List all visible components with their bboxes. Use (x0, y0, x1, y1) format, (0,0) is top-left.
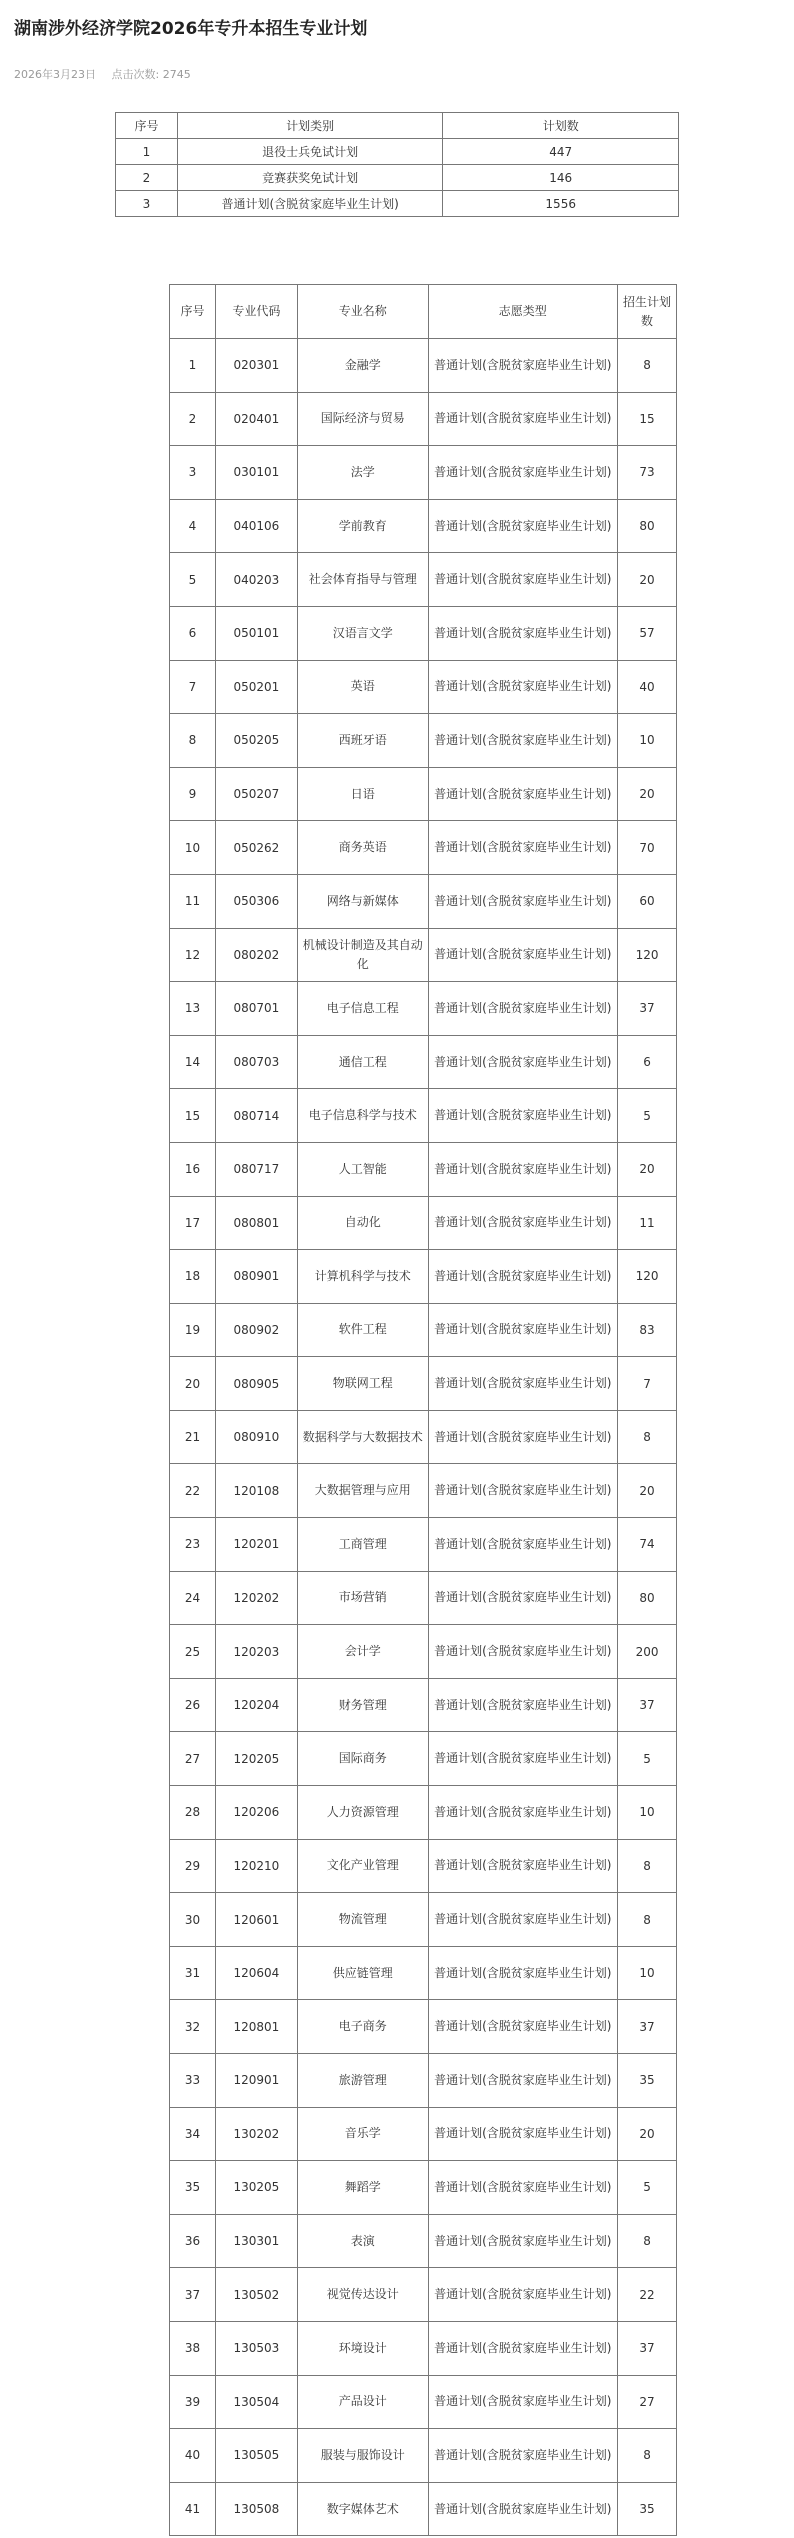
plan-type: 普通计划(含脱贫家庭毕业生计划) (428, 1946, 618, 2000)
row-number: 25 (170, 1625, 216, 1679)
table-row (170, 767, 677, 821)
major-name: 汉语言文学 (297, 606, 428, 660)
column-header: 志愿类型 (428, 285, 618, 339)
table-row (116, 191, 679, 217)
plan-type: 普通计划(含脱贫家庭毕业生计划) (428, 1142, 618, 1196)
major-code: 120108 (215, 1464, 297, 1518)
column-header: 专业代码 (215, 285, 297, 339)
view-count: 点击次数: 2745 (111, 68, 191, 81)
major-name: 日语 (297, 767, 428, 821)
major-name: 法学 (297, 446, 428, 500)
plan-type: 普通计划(含脱贫家庭毕业生计划) (428, 499, 618, 553)
major-name: 网络与新媒体 (297, 874, 428, 928)
enrollment-count: 20 (618, 767, 677, 821)
major-code: 120205 (215, 1732, 297, 1786)
row-number: 3 (170, 446, 216, 500)
plan-category: 退役士兵免试计划 (177, 139, 442, 165)
major-code: 120202 (215, 1571, 297, 1625)
row-number: 10 (170, 821, 216, 875)
major-name: 商务英语 (297, 821, 428, 875)
major-name: 电子信息工程 (297, 982, 428, 1036)
table-row (170, 1250, 677, 1304)
enrollment-count: 8 (618, 1893, 677, 1947)
enrollment-count: 70 (618, 821, 677, 875)
plan-type: 普通计划(含脱贫家庭毕业生计划) (428, 2107, 618, 2161)
major-name: 英语 (297, 660, 428, 714)
row-number: 8 (170, 714, 216, 768)
row-number: 24 (170, 1571, 216, 1625)
row-number: 13 (170, 982, 216, 1036)
enrollment-count: 20 (618, 2107, 677, 2161)
major-name: 旅游管理 (297, 2054, 428, 2108)
table-row (170, 1571, 677, 1625)
major-code: 120801 (215, 2000, 297, 2054)
plan-type: 普通计划(含脱贫家庭毕业生计划) (428, 2214, 618, 2268)
enrollment-count: 22 (618, 2268, 677, 2322)
major-code: 080905 (215, 1357, 297, 1411)
row-number: 22 (170, 1464, 216, 1518)
row-number: 19 (170, 1303, 216, 1357)
major-code: 080910 (215, 1410, 297, 1464)
plan-type: 普通计划(含脱贫家庭毕业生计划) (428, 1786, 618, 1840)
major-code: 030101 (215, 446, 297, 500)
plan-type: 普通计划(含脱贫家庭毕业生计划) (428, 2268, 618, 2322)
major-code: 050207 (215, 767, 297, 821)
table-row (116, 139, 679, 165)
row-number: 29 (170, 1839, 216, 1893)
row-number: 11 (170, 874, 216, 928)
summary-header-row (116, 113, 679, 139)
enrollment-count: 8 (618, 2214, 677, 2268)
table-row (170, 1786, 677, 1840)
enrollment-count: 73 (618, 446, 677, 500)
row-number: 34 (170, 2107, 216, 2161)
table-row (170, 2054, 677, 2108)
row-number: 23 (170, 1518, 216, 1572)
row-number: 26 (170, 1678, 216, 1732)
table-row (170, 2268, 677, 2322)
enrollment-count: 57 (618, 606, 677, 660)
majors-header-row (170, 285, 677, 339)
major-code: 130508 (215, 2482, 297, 2536)
major-name: 物流管理 (297, 1893, 428, 1947)
enrollment-count: 20 (618, 1464, 677, 1518)
enrollment-count: 20 (618, 1142, 677, 1196)
plan-type: 普通计划(含脱贫家庭毕业生计划) (428, 660, 618, 714)
table-row (170, 1142, 677, 1196)
row-number: 21 (170, 1410, 216, 1464)
table-row (170, 874, 677, 928)
plan-type: 普通计划(含脱贫家庭毕业生计划) (428, 1518, 618, 1572)
major-code: 120601 (215, 1893, 297, 1947)
major-name: 软件工程 (297, 1303, 428, 1357)
major-code: 130301 (215, 2214, 297, 2268)
enrollment-count: 37 (618, 982, 677, 1036)
row-number: 39 (170, 2375, 216, 2429)
enrollment-count: 80 (618, 1571, 677, 1625)
table-row (170, 1089, 677, 1143)
plan-type: 普通计划(含脱贫家庭毕业生计划) (428, 392, 618, 446)
major-code: 080701 (215, 982, 297, 1036)
major-code: 120206 (215, 1786, 297, 1840)
table-row (170, 606, 677, 660)
enrollment-count: 8 (618, 2429, 677, 2483)
column-header: 计划类别 (177, 113, 442, 139)
plan-type: 普通计划(含脱贫家庭毕业生计划) (428, 2482, 618, 2536)
row-number: 18 (170, 1250, 216, 1304)
table-row (170, 2429, 677, 2483)
major-name: 数据科学与大数据技术 (297, 1410, 428, 1464)
row-number: 7 (170, 660, 216, 714)
enrollment-count: 80 (618, 499, 677, 553)
enrollment-count: 37 (618, 2321, 677, 2375)
enrollment-count: 37 (618, 2000, 677, 2054)
table-row (170, 660, 677, 714)
major-code: 040203 (215, 553, 297, 607)
table-row (170, 1893, 677, 1947)
publish-date: 2026年3月23日 (14, 68, 96, 81)
plan-type: 普通计划(含脱贫家庭毕业生计划) (428, 606, 618, 660)
plan-type: 普通计划(含脱贫家庭毕业生计划) (428, 2054, 618, 2108)
major-code: 080717 (215, 1142, 297, 1196)
plan-type: 普通计划(含脱贫家庭毕业生计划) (428, 714, 618, 768)
major-code: 130505 (215, 2429, 297, 2483)
row-number: 32 (170, 2000, 216, 2054)
majors-table (169, 284, 677, 2536)
plan-type: 普通计划(含脱贫家庭毕业生计划) (428, 1250, 618, 1304)
row-number: 36 (170, 2214, 216, 2268)
major-name: 社会体育指导与管理 (297, 553, 428, 607)
plan-type: 普通计划(含脱贫家庭毕业生计划) (428, 2321, 618, 2375)
major-code: 080801 (215, 1196, 297, 1250)
major-name: 电子信息科学与技术 (297, 1089, 428, 1143)
enrollment-count: 20 (618, 553, 677, 607)
plan-type: 普通计划(含脱贫家庭毕业生计划) (428, 1303, 618, 1357)
major-code: 130205 (215, 2161, 297, 2215)
row-number: 40 (170, 2429, 216, 2483)
major-code: 120901 (215, 2054, 297, 2108)
plan-type: 普通计划(含脱贫家庭毕业生计划) (428, 767, 618, 821)
row-number: 20 (170, 1357, 216, 1411)
major-code: 050306 (215, 874, 297, 928)
major-code: 080714 (215, 1089, 297, 1143)
major-code: 050101 (215, 606, 297, 660)
row-number: 14 (170, 1035, 216, 1089)
major-name: 供应链管理 (297, 1946, 428, 2000)
plan-type: 普通计划(含脱贫家庭毕业生计划) (428, 2375, 618, 2429)
enrollment-count: 120 (618, 1250, 677, 1304)
row-number: 35 (170, 2161, 216, 2215)
plan-type: 普通计划(含脱贫家庭毕业生计划) (428, 2429, 618, 2483)
enrollment-count: 11 (618, 1196, 677, 1250)
row-number: 1 (170, 339, 216, 393)
plan-type: 普通计划(含脱贫家庭毕业生计划) (428, 1625, 618, 1679)
table-row (170, 2375, 677, 2429)
major-code: 120203 (215, 1625, 297, 1679)
major-code: 020301 (215, 339, 297, 393)
row-number: 31 (170, 1946, 216, 2000)
plan-category: 普通计划(含脱贫家庭毕业生计划) (177, 191, 442, 217)
enrollment-count: 10 (618, 714, 677, 768)
table-row (170, 2000, 677, 2054)
enrollment-count: 35 (618, 2482, 677, 2536)
table-row (170, 714, 677, 768)
column-header: 序号 (170, 285, 216, 339)
major-code: 050205 (215, 714, 297, 768)
major-name: 国际经济与贸易 (297, 392, 428, 446)
enrollment-count: 60 (618, 874, 677, 928)
enrollment-count: 74 (618, 1518, 677, 1572)
enrollment-count: 37 (618, 1678, 677, 1732)
table-row (170, 982, 677, 1036)
row-number: 5 (170, 553, 216, 607)
table-row (170, 1518, 677, 1572)
table-row (170, 1464, 677, 1518)
major-name: 数字媒体艺术 (297, 2482, 428, 2536)
plan-count: 1556 (443, 191, 679, 217)
major-code: 050262 (215, 821, 297, 875)
row-number: 27 (170, 1732, 216, 1786)
major-name: 工商管理 (297, 1518, 428, 1572)
major-name: 物联网工程 (297, 1357, 428, 1411)
plan-category: 竞赛获奖免试计划 (177, 165, 442, 191)
major-name: 金融学 (297, 339, 428, 393)
table-row (170, 821, 677, 875)
summary-table (115, 112, 679, 217)
enrollment-count: 40 (618, 660, 677, 714)
plan-count: 447 (443, 139, 679, 165)
row-number: 28 (170, 1786, 216, 1840)
major-name: 会计学 (297, 1625, 428, 1679)
major-name: 产品设计 (297, 2375, 428, 2429)
enrollment-count: 8 (618, 1839, 677, 1893)
major-code: 050201 (215, 660, 297, 714)
row-number: 9 (170, 767, 216, 821)
major-name: 学前教育 (297, 499, 428, 553)
table-row (170, 1839, 677, 1893)
table-row (170, 1946, 677, 2000)
major-code: 130502 (215, 2268, 297, 2322)
major-code: 080901 (215, 1250, 297, 1304)
plan-type: 普通计划(含脱贫家庭毕业生计划) (428, 446, 618, 500)
major-code: 120604 (215, 1946, 297, 2000)
major-code: 130504 (215, 2375, 297, 2429)
table-row (170, 1035, 677, 1089)
major-name: 人工智能 (297, 1142, 428, 1196)
table-row (170, 1196, 677, 1250)
plan-type: 普通计划(含脱贫家庭毕业生计划) (428, 1035, 618, 1089)
table-row (116, 165, 679, 191)
plan-type: 普通计划(含脱贫家庭毕业生计划) (428, 2000, 618, 2054)
major-name: 舞蹈学 (297, 2161, 428, 2215)
table-row (170, 2107, 677, 2161)
table-row (170, 499, 677, 553)
table-row (170, 1625, 677, 1679)
plan-type: 普通计划(含脱贫家庭毕业生计划) (428, 821, 618, 875)
row-number: 17 (170, 1196, 216, 1250)
article-meta (14, 66, 203, 82)
major-code: 080902 (215, 1303, 297, 1357)
column-header: 计划数 (443, 113, 679, 139)
major-code: 120201 (215, 1518, 297, 1572)
enrollment-count: 27 (618, 2375, 677, 2429)
row-number: 33 (170, 2054, 216, 2108)
major-name: 电子商务 (297, 2000, 428, 2054)
column-header: 序号 (116, 113, 178, 139)
table-row (170, 553, 677, 607)
table-row (170, 1303, 677, 1357)
major-name: 机械设计制造及其自动化 (297, 928, 428, 982)
row-number: 38 (170, 2321, 216, 2375)
major-code: 020401 (215, 392, 297, 446)
plan-type: 普通计划(含脱贫家庭毕业生计划) (428, 928, 618, 982)
major-code: 080202 (215, 928, 297, 982)
major-name: 计算机科学与技术 (297, 1250, 428, 1304)
row-number: 15 (170, 1089, 216, 1143)
row-number: 4 (170, 499, 216, 553)
major-name: 人力资源管理 (297, 1786, 428, 1840)
enrollment-count: 7 (618, 1357, 677, 1411)
page-title: 湖南涉外经济学院2026年专升本招生专业计划 (14, 19, 368, 39)
enrollment-count: 8 (618, 1410, 677, 1464)
major-code: 080703 (215, 1035, 297, 1089)
plan-type: 普通计划(含脱贫家庭毕业生计划) (428, 553, 618, 607)
major-name: 财务管理 (297, 1678, 428, 1732)
enrollment-count: 6 (618, 1035, 677, 1089)
major-name: 服装与服饰设计 (297, 2429, 428, 2483)
table-row (170, 928, 677, 982)
major-code: 130503 (215, 2321, 297, 2375)
plan-type: 普通计划(含脱贫家庭毕业生计划) (428, 982, 618, 1036)
table-row (170, 2214, 677, 2268)
major-name: 表演 (297, 2214, 428, 2268)
table-row (170, 392, 677, 446)
row-number: 3 (116, 191, 178, 217)
column-header: 招生计划数 (618, 285, 677, 339)
enrollment-count: 120 (618, 928, 677, 982)
enrollment-count: 83 (618, 1303, 677, 1357)
plan-type: 普通计划(含脱贫家庭毕业生计划) (428, 1571, 618, 1625)
row-number: 6 (170, 606, 216, 660)
major-code: 040106 (215, 499, 297, 553)
table-row (170, 1678, 677, 1732)
major-name: 环境设计 (297, 2321, 428, 2375)
enrollment-count: 5 (618, 1089, 677, 1143)
enrollment-count: 8 (618, 339, 677, 393)
enrollment-count: 35 (618, 2054, 677, 2108)
plan-type: 普通计划(含脱贫家庭毕业生计划) (428, 1893, 618, 1947)
row-number: 41 (170, 2482, 216, 2536)
plan-type: 普通计划(含脱贫家庭毕业生计划) (428, 339, 618, 393)
enrollment-count: 5 (618, 2161, 677, 2215)
plan-type: 普通计划(含脱贫家庭毕业生计划) (428, 1839, 618, 1893)
plan-type: 普通计划(含脱贫家庭毕业生计划) (428, 1196, 618, 1250)
major-name: 国际商务 (297, 1732, 428, 1786)
major-code: 120204 (215, 1678, 297, 1732)
major-name: 视觉传达设计 (297, 2268, 428, 2322)
plan-type: 普通计划(含脱贫家庭毕业生计划) (428, 1089, 618, 1143)
major-name: 自动化 (297, 1196, 428, 1250)
major-name: 西班牙语 (297, 714, 428, 768)
row-number: 1 (116, 139, 178, 165)
plan-type: 普通计划(含脱贫家庭毕业生计划) (428, 2161, 618, 2215)
table-row (170, 2482, 677, 2536)
table-row (170, 2321, 677, 2375)
table-row (170, 339, 677, 393)
table-row (170, 1410, 677, 1464)
plan-type: 普通计划(含脱贫家庭毕业生计划) (428, 1732, 618, 1786)
table-row (170, 1357, 677, 1411)
major-name: 市场营销 (297, 1571, 428, 1625)
table-row (170, 446, 677, 500)
row-number: 2 (170, 392, 216, 446)
plan-type: 普通计划(含脱贫家庭毕业生计划) (428, 1357, 618, 1411)
enrollment-count: 15 (618, 392, 677, 446)
enrollment-count: 5 (618, 1732, 677, 1786)
enrollment-count: 10 (618, 1786, 677, 1840)
row-number: 37 (170, 2268, 216, 2322)
enrollment-count: 200 (618, 1625, 677, 1679)
column-header: 专业名称 (297, 285, 428, 339)
plan-type: 普通计划(含脱贫家庭毕业生计划) (428, 1464, 618, 1518)
enrollment-count: 10 (618, 1946, 677, 2000)
major-name: 大数据管理与应用 (297, 1464, 428, 1518)
table-row (170, 2161, 677, 2215)
major-code: 130202 (215, 2107, 297, 2161)
plan-count: 146 (443, 165, 679, 191)
table-row (170, 1732, 677, 1786)
major-name: 音乐学 (297, 2107, 428, 2161)
major-name: 文化产业管理 (297, 1839, 428, 1893)
plan-type: 普通计划(含脱贫家庭毕业生计划) (428, 1678, 618, 1732)
major-code: 120210 (215, 1839, 297, 1893)
row-number: 16 (170, 1142, 216, 1196)
row-number: 30 (170, 1893, 216, 1947)
plan-type: 普通计划(含脱贫家庭毕业生计划) (428, 1410, 618, 1464)
row-number: 12 (170, 928, 216, 982)
major-name: 通信工程 (297, 1035, 428, 1089)
plan-type: 普通计划(含脱贫家庭毕业生计划) (428, 874, 618, 928)
row-number: 2 (116, 165, 178, 191)
